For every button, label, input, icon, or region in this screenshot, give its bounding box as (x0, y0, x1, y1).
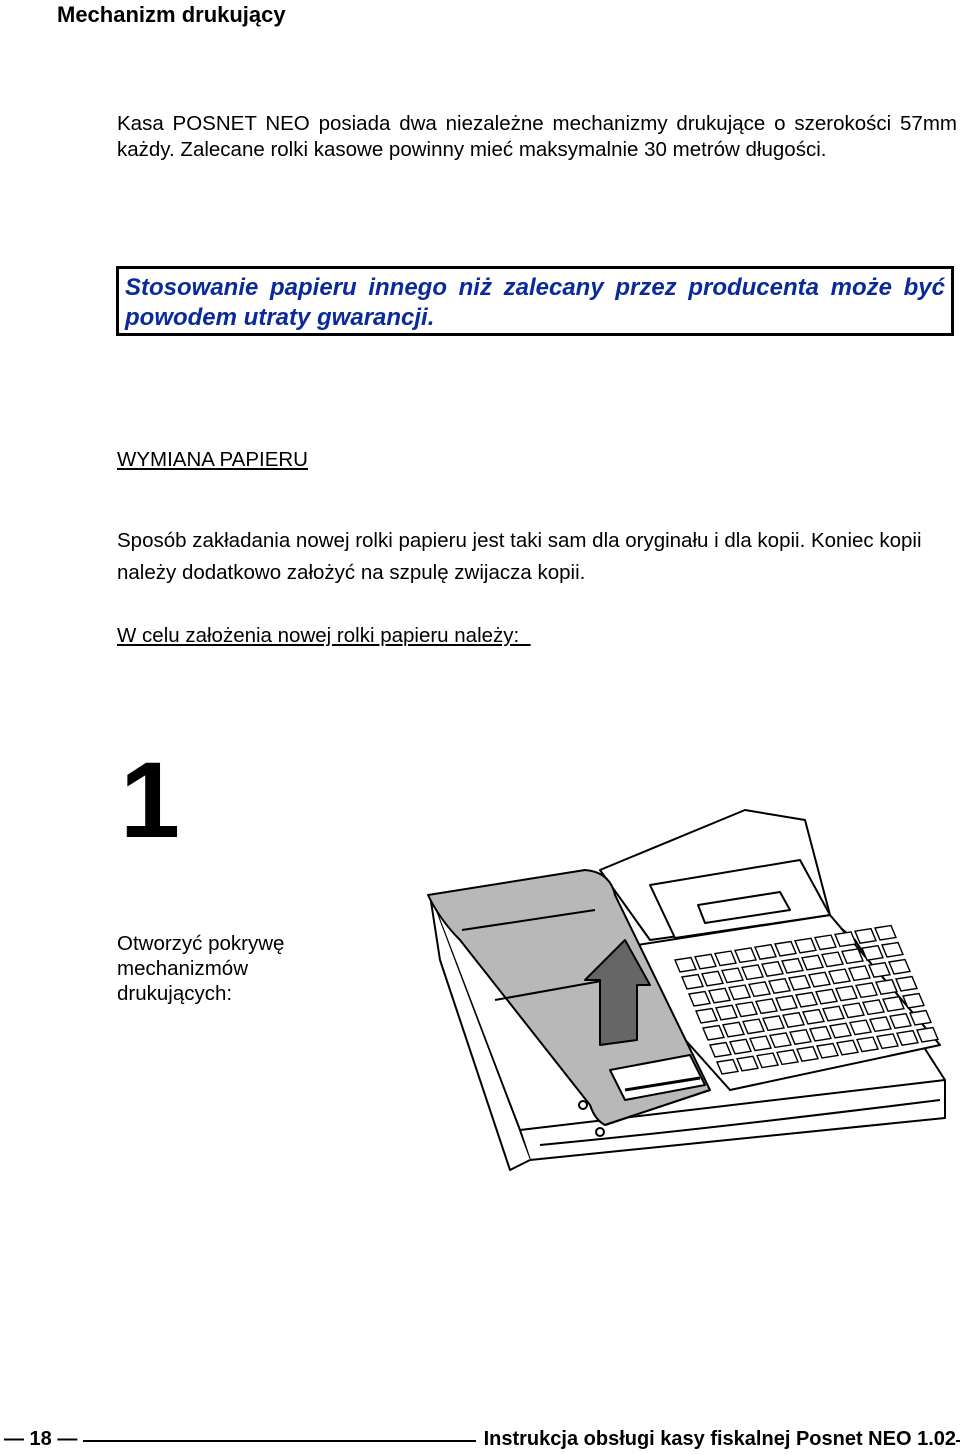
keyboard-key (855, 929, 876, 944)
keyboard-key (875, 926, 896, 941)
cash-register-illustration (400, 800, 960, 1180)
page-number: — 18 — (0, 1428, 83, 1451)
footer-title: Instrukcja obsługi kasy fiskalnej Posnet NEO 1.02 (476, 1428, 956, 1451)
keyboard-key (882, 943, 903, 958)
keyboard-key (896, 977, 917, 992)
step-number: 1 (120, 739, 181, 860)
warning-box: Stosowanie papieru innego niż zalecany przez producenta może być powodem utraty gwarancji. (116, 266, 954, 336)
steps-intro: W celu założenia nowej rolki papieru należy: (117, 624, 531, 647)
section-title: Mechanizm drukujący (57, 2, 286, 27)
paper-instructions-paragraph: Sposób zakładania nowej rolki papieru jest taki sam dla oryginału i dla kopii. Koniec kopii należy dodatkowo założyć na szpulę zwijacza kopii. (117, 529, 922, 584)
section-heading: WYMIANA PAPIERU (117, 448, 308, 471)
intro-paragraph: Kasa POSNET NEO posiada dwa niezależne mechanizmy drukujące o szerokości 57mm każdy. Zalecane rolki kasowe powinny mieć maksymalnie 30 metrów długości. (117, 112, 957, 161)
keyboard-key (889, 960, 910, 975)
step-text: Otworzyć pokrywę mechanizmów drukujących: (117, 932, 285, 1005)
